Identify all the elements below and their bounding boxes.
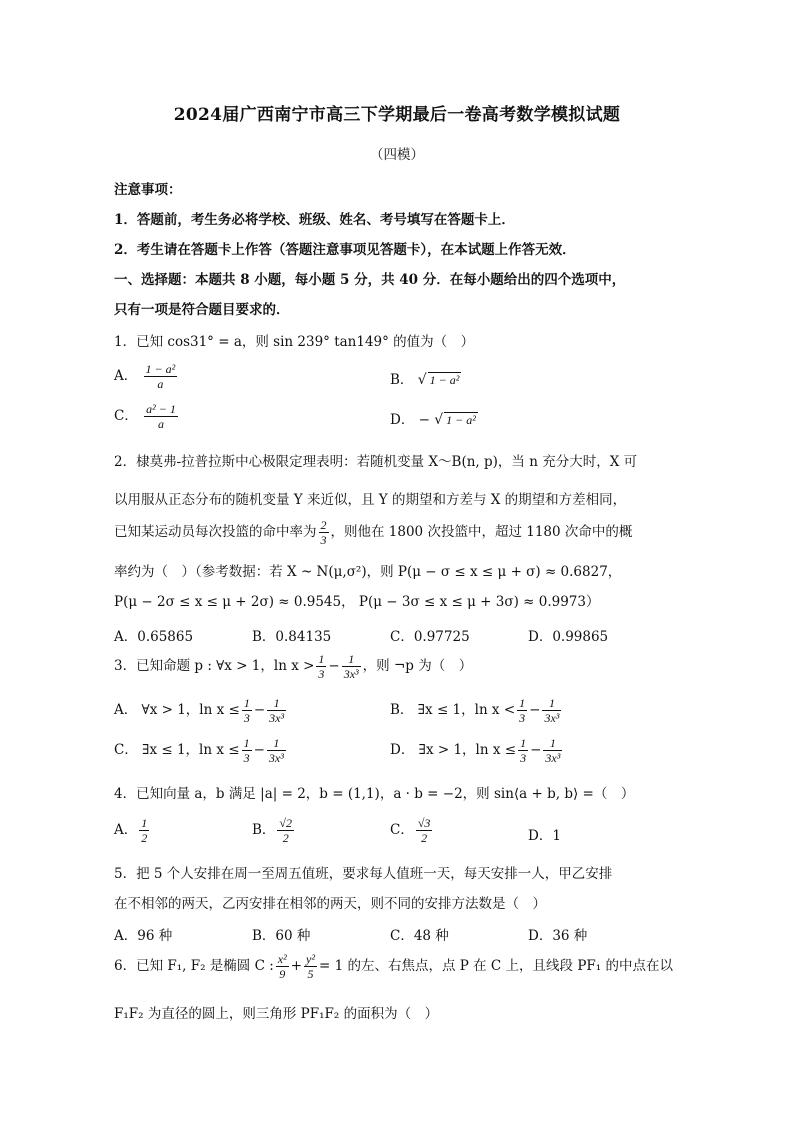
q4-option-b-label: B． — [252, 822, 276, 838]
q3-option-a-frac-2-num: 1 — [267, 696, 286, 711]
q3-stem-b: ，则 ¬p 为（ ） — [362, 658, 473, 674]
q6-ellipse-frac-1-num: x² — [277, 952, 287, 966]
q6-line-2: F₁F₂ 为直径的圆上，则三角形 PF₁F₂ 的面积为（ ） — [114, 1006, 439, 1022]
q2-line-2: 以用服从正态分布的随机变量 Y 来近似，且 Y 的期望和方差与 X 的期望和方差相同， — [114, 492, 627, 508]
q3-frac-2-den: 3x³ — [343, 667, 359, 681]
q4-option-c-fraction — [416, 816, 433, 845]
q3-option-d — [390, 736, 564, 765]
radical-icon: √ — [417, 372, 427, 388]
q4-option-a-fraction — [139, 816, 149, 845]
q1-option-a — [114, 362, 179, 391]
q3-option-a-minus: − — [253, 702, 266, 718]
q3-option-a — [114, 696, 288, 725]
q4-option-a-num: 1 — [141, 816, 148, 830]
q3-option-d-frac-1 — [518, 736, 528, 765]
q3-option-d-minus: − — [530, 742, 542, 758]
q3-option-c-minus: − — [253, 742, 265, 758]
q1-option-b — [390, 368, 461, 388]
q3-option-d-frac-2-num: 1 — [543, 736, 562, 751]
q3-option-c-frac-2 — [267, 736, 286, 765]
q4-option-a — [114, 816, 151, 845]
q6-ellipse-frac-2 — [304, 952, 317, 981]
q1-option-a-fraction — [144, 362, 178, 391]
q3-option-c-frac-1-den: 3 — [243, 751, 250, 765]
q4-stem: 4．已知向量 a，b 满足 |a| = 2，b = (1,1)，a · b = −2，则 sin⟨a + b, b⟩ =（ ） — [114, 786, 635, 802]
q3-option-a-frac-1 — [242, 696, 252, 725]
q1-option-d-prefix: − — [418, 412, 430, 428]
q3-option-d-frac-1-den: 3 — [520, 751, 527, 765]
notes-item-1: 1．答题前，考生务必将学校、班级、姓名、考号填写在答题卡上． — [114, 212, 515, 228]
q3-option-d-frac-1-num: 1 — [520, 736, 527, 750]
q2-option-c: C．0.97725 — [390, 629, 470, 645]
q3-option-c — [114, 736, 288, 765]
q3-frac-1-den: 3 — [318, 667, 325, 681]
q5-option-a: A．96 种 — [114, 928, 173, 944]
radical-icon: √ — [434, 412, 444, 428]
q1-option-a-label: A． — [114, 368, 138, 384]
q1-option-c-label: C． — [114, 408, 138, 424]
q3-frac-2-num: 1 — [342, 652, 361, 667]
q3-option-b-frac-1-num: 1 — [519, 696, 526, 710]
q1-option-d-radicand: 1 − a² — [446, 413, 476, 427]
section1-intro-line2: 只有一项是符合题目要求的． — [114, 302, 290, 318]
q3-option-d-text: D． ∃x > 1，ln x ≤ — [390, 742, 517, 758]
q6-line-1-b: = 1 的左、右焦点，点 P 在 C 上，且线段 PF₁ 的中点在以 — [318, 958, 673, 974]
q1-option-c — [114, 402, 180, 431]
q3-minus: − — [328, 658, 340, 674]
q3-option-b-minus: − — [529, 702, 541, 718]
q2-option-a: A．0.65865 — [114, 629, 194, 645]
q3-option-b-frac-1-den: 3 — [519, 711, 526, 725]
q1-option-c-den: a — [157, 417, 164, 431]
q6-ellipse-frac-2-num: y² — [306, 952, 315, 966]
q3-option-a-text: A． ∀x > 1，ln x ≤ — [114, 702, 240, 718]
q1-option-b-radicand: 1 − a² — [429, 373, 460, 387]
q4-option-a-label: A． — [114, 822, 138, 838]
q2-rate-fraction — [319, 518, 329, 547]
q3-option-b-frac-1 — [517, 696, 527, 725]
q6-ellipse-frac-1-den: 9 — [279, 967, 286, 981]
q4-option-c-den: 2 — [421, 831, 428, 845]
section1-intro-line1: 一、选择题：本题共 8 小题，每小题 5 分，共 40 分．在每小题给出的四个选项中， — [114, 272, 626, 288]
q2-line-3 — [114, 518, 632, 547]
q3-option-b-frac-2-den: 3x³ — [544, 711, 560, 725]
q2-line-3-b: ，则他在 1800 次投篮中，超过 1180 次命中的概 — [330, 524, 633, 540]
q5-option-b: B．60 种 — [252, 928, 311, 944]
q1-option-d-label: D． — [390, 412, 415, 428]
q4-option-c-label: C． — [390, 822, 414, 838]
q3-option-c-frac-2-den: 3x³ — [268, 751, 284, 765]
q5-line-1: 5．把 5 个人安排在周一至周五值班，要求每人值班一天，每天安排一人，甲乙安排 — [114, 866, 613, 882]
q3-option-c-text: C． ∃x ≤ 1，ln x ≤ — [114, 742, 240, 758]
q1-option-b-label: B． — [390, 372, 414, 388]
q3-option-d-frac-2 — [543, 736, 562, 765]
q3-frac-2 — [342, 652, 361, 681]
q6-ellipse-frac-2-den: 5 — [307, 967, 314, 981]
q4-option-b-fraction — [277, 816, 294, 845]
q3-option-b — [390, 696, 563, 725]
q4-option-a-den: 2 — [141, 831, 148, 845]
q5-line-2: 在不相邻的两天，乙丙安排在相邻的两天，则不同的安排方法数是（ ） — [114, 896, 546, 912]
page-title: 2024届广西南宁市高三下学期最后一卷高考数学模拟试题 — [173, 105, 621, 125]
q2-rate-num: 2 — [320, 518, 327, 532]
q2-line-4: 率约为（ ）（参考数据：若 X ~ N(μ,σ²)，则 P(μ − σ ≤ x ≤ μ + σ) ≈ 0.6827， — [114, 564, 622, 580]
q1-option-d — [390, 408, 478, 428]
q3-stem-a: 3．已知命题 p : ∀x > 1，ln x > — [114, 658, 315, 674]
q2-rate-den: 3 — [320, 533, 327, 547]
q2-line-1: 2．棣莫弗-拉普拉斯中心极限定理表明：若随机变量 X～B(n, p)，当 n 充分大时，X 可 — [114, 454, 638, 470]
q2-line-3-a: 已知某运动员每次投篮的命中率为 — [114, 524, 317, 540]
q6-line-1 — [114, 952, 673, 981]
q4-option-b — [252, 816, 296, 845]
q3-option-a-frac-1-den: 3 — [243, 711, 250, 725]
q3-frac-1 — [316, 652, 326, 681]
q3-stem — [114, 652, 472, 681]
q6-ellipse-frac-1 — [276, 952, 289, 981]
q4-option-d: D．1 — [528, 828, 561, 844]
notes-item-2: 2．考生请在答题卡上作答（答题注意事项见答题卡），在本试题上作答无效． — [114, 242, 576, 258]
q6-line-1-a: 6．已知 F₁, F₂ 是椭圆 C : — [114, 958, 274, 974]
q3-option-d-frac-2-den: 3x³ — [545, 751, 561, 765]
q3-option-a-frac-1-num: 1 — [243, 696, 250, 710]
q1-option-c-fraction — [144, 402, 178, 431]
q5-option-d: D．36 种 — [528, 928, 588, 944]
q2-option-d: D．0.99865 — [528, 629, 609, 645]
q3-option-b-text: B． ∃x ≤ 1，ln x < — [390, 702, 516, 718]
q1-option-c-num: a² − 1 — [146, 402, 176, 416]
q5-option-c: C．48 种 — [390, 928, 449, 944]
q2-option-b: B．0.84135 — [252, 629, 332, 645]
q3-option-b-frac-2-num: 1 — [542, 696, 561, 711]
page-subtitle: （四模） — [370, 147, 424, 163]
notes-heading: 注意事项： — [114, 182, 182, 198]
q2-line-5: P(μ − 2σ ≤ x ≤ μ + 2σ) ≈ 0.9545， P(μ − 3σ ≤ x ≤ μ + 3σ) ≈ 0.9973） — [114, 594, 600, 610]
q3-option-b-frac-2 — [542, 696, 561, 725]
q3-frac-1-num: 1 — [318, 652, 325, 666]
q3-option-a-frac-2-den: 3x³ — [269, 711, 285, 725]
q6-plus: + — [290, 958, 303, 974]
q4-option-b-den: 2 — [282, 831, 289, 845]
q3-option-a-frac-2 — [267, 696, 286, 725]
q1-option-a-num: 1 − a² — [145, 362, 176, 376]
q1-stem: 1．已知 cos31° = a，则 sin 239° tan149° 的值为（ ） — [114, 334, 475, 350]
q4-option-c-num: √3 — [417, 816, 431, 830]
q3-option-c-frac-1 — [242, 736, 252, 765]
q1-option-a-den: a — [157, 377, 164, 391]
q3-option-c-frac-1-num: 1 — [243, 736, 250, 750]
q3-option-c-frac-2-num: 1 — [267, 736, 286, 751]
q4-option-c — [390, 816, 434, 845]
q4-option-b-num: √2 — [279, 816, 293, 830]
